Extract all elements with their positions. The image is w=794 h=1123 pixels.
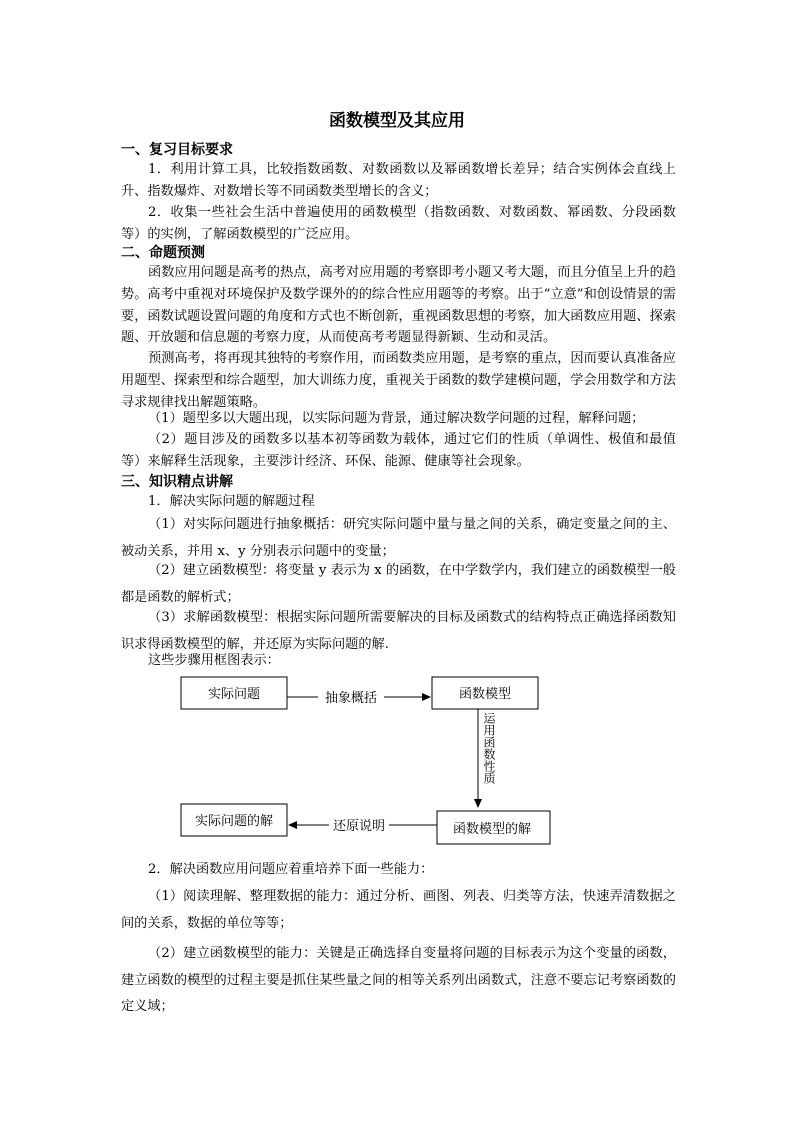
paragraph: 预测高考，将再现其独特的考察作用，而函数类应用题，是考察的重点，因而要认真准备应用题型、探索型和综合题型，加大训练力度，重视关于函数的数学建模问题，学会用数学和方法寻求规律找出解题策略。 (121, 351, 676, 410)
paragraph: 2．收集一些社会生活中普遍使用的函数模型（指数函数、对数函数、幂函数、分段函数等）的实例，了解函数模型的广泛应用。 (121, 205, 676, 242)
arrow-apply-label: 运用函数性质 (482, 712, 496, 784)
paragraph: （1）题型多以大题出现，以实际问题为背景，通过解决数学问题的过程，解释问题； (148, 411, 645, 426)
flow-box-real-solution-label: 实际问题的解 (194, 814, 274, 829)
paragraph: 函数应用问题是高考的热点，高考对应用题的考察即考小题又考大题，而且分值呈上升的趋势。高考中重视对环境保护及数学课外的的综合性应用题等的考察。出于“立意”和创设情景的需要，函数试题设置问题的角度和方式也不断创新，重视函数思想的考察，加大函数应用题、探索题、开放题和信息题的考察力度，从而使高考考题显得新颖、生动和灵活。 (121, 265, 676, 346)
section-heading-review-goals: 一、复习目标要求 (121, 142, 233, 158)
flow-box-model-solution-label: 函数模型的解 (452, 822, 532, 837)
paragraph: （1）对实际问题进行抽象概括：研究实际问题中量与量之间的关系，确定变量之间的主、被动关系，并用 x、y 分别表示问题中的变量； (121, 517, 676, 559)
paragraph: （2）建立函数模型：将变量 y 表示为 x 的函数，在中学数学内，我们建立的函数模型一般都是函数的解析式； (121, 563, 676, 605)
page-title: 函数模型及其应用 (329, 111, 465, 131)
paragraph: 2．解决函数应用问题应着重培养下面一些能力： (148, 862, 434, 877)
arrow-restore-label: 还原说明 (332, 819, 386, 834)
paragraph: （3）求解函数模型：根据实际问题所需要解决的目标及函数式的结构特点正确选择函数知识求得函数模型的解，并还原为实际问题的解. (121, 610, 676, 652)
flow-box-real-problem-label: 实际问题 (207, 687, 261, 702)
paragraph: 1．解决实际问题的解题过程 (148, 494, 315, 509)
paragraph: 这些步骤用框图表示： (148, 653, 280, 668)
paragraph: 1．利用计算工具，比较指数函数、对数函数以及幂函数增长差异；结合实例体会直线上升、指数爆炸、对数增长等不同函数类型增长的含义； (121, 162, 676, 199)
flow-box-function-model-label: 函数模型 (458, 687, 512, 702)
paragraph: （1）阅读理解、整理数据的能力：通过分析、画图、列表、归类等方法，快速弄清数据之间的关系，数据的单位等等； (121, 889, 676, 931)
section-heading-prediction: 二、命题预测 (121, 245, 205, 261)
paragraph: （2）题目涉及的函数多以基本初等函数为载体，通过它们的性质（单调性、极值和最值等）来解释生活现象，主要涉计经济、环保、能源、健康等社会现象。 (121, 432, 676, 469)
arrow-abstract-label: 抽象概括 (324, 691, 378, 706)
section-heading-knowledge: 三、知识精点讲解 (121, 474, 233, 490)
paragraph: （2）建立函数模型的能力：关键是正确选择自变量将问题的目标表示为这个变量的函数，建立函数的模型的过程主要是抓住某些量之间的相等关系列出函数式，注意不要忘记考察函数的定义域； (121, 946, 676, 1014)
